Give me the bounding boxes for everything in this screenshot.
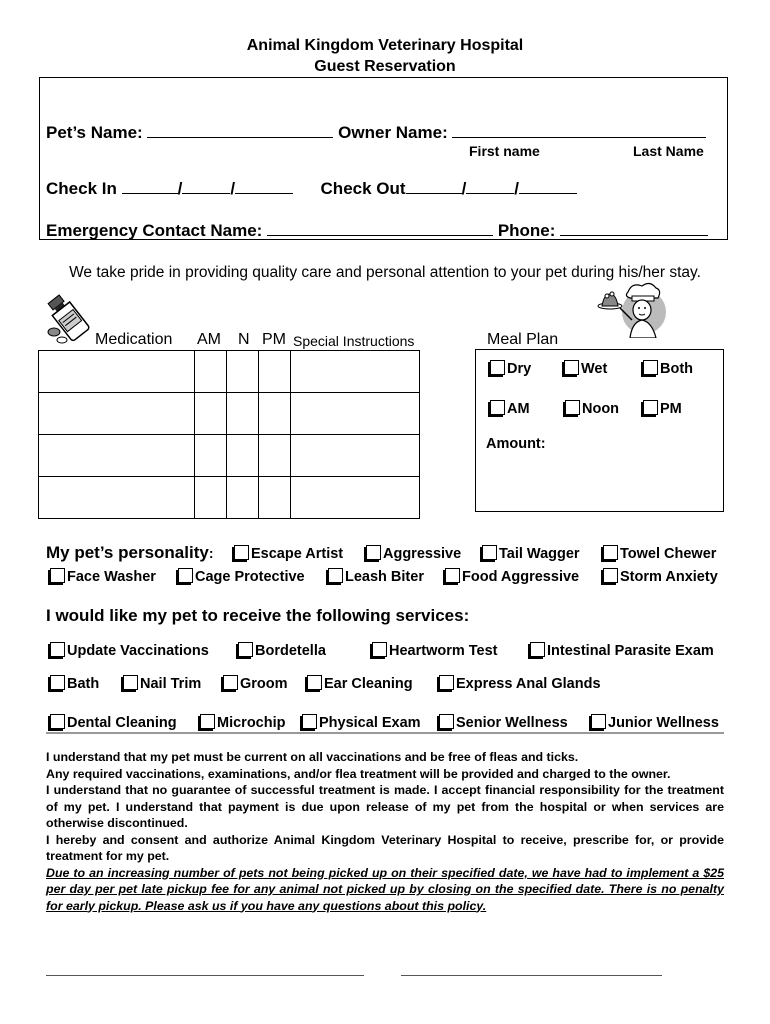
personality-label: My pet’s personality <box>46 543 209 562</box>
pm-cell[interactable] <box>259 435 291 477</box>
meal-plan-title: Meal Plan <box>487 331 559 348</box>
checkbox[interactable] <box>307 675 322 690</box>
service-heartworm-test[interactable]: Heartworm Test <box>372 642 498 659</box>
date-signature-line[interactable] <box>401 975 662 976</box>
service-groom[interactable]: Groom <box>223 675 288 692</box>
terms-vaccinations: I understand that my pet must be current on all vaccinations and be free of fleas and ticks. <box>46 750 579 764</box>
meal-option-both[interactable]: Both <box>643 360 693 377</box>
phone-field[interactable] <box>560 220 708 236</box>
guest-info-box <box>39 77 728 240</box>
chef-icon <box>594 282 666 338</box>
amount-label: Amount: <box>486 436 546 452</box>
medication-header: Medication <box>95 331 173 348</box>
checkbox[interactable] <box>200 714 215 729</box>
pm-cell[interactable] <box>259 477 291 519</box>
checkbox[interactable] <box>50 714 65 729</box>
service-nail-trim[interactable]: Nail Trim <box>123 675 201 692</box>
meal-time-noon[interactable]: Noon <box>565 400 619 417</box>
am-header: AM <box>197 331 221 348</box>
checkbox[interactable] <box>366 545 381 560</box>
personality-cage-protective[interactable]: Cage Protective <box>178 568 305 585</box>
personality-food-aggressive[interactable]: Food Aggressive <box>445 568 579 585</box>
noon-cell[interactable] <box>227 351 259 393</box>
emergency-row <box>46 220 708 241</box>
checkbox[interactable] <box>439 675 454 690</box>
page-title: Animal Kingdom Veterinary Hospital <box>246 37 524 54</box>
service-junior-wellness[interactable]: Junior Wellness <box>591 714 719 731</box>
meal-option-wet[interactable]: Wet <box>564 360 607 377</box>
service-express-anal-glands[interactable]: Express Anal Glands <box>439 675 601 692</box>
service-ear-cleaning[interactable]: Ear Cleaning <box>307 675 413 692</box>
first-name-caption: First name <box>469 143 540 159</box>
table-row <box>39 393 420 435</box>
checkbox[interactable] <box>50 642 65 657</box>
pm-cell[interactable] <box>259 351 291 393</box>
special-instructions-header: Special Instructions <box>293 333 415 349</box>
owner-name-label: Owner Name: <box>338 123 448 142</box>
checkbox[interactable] <box>603 568 618 583</box>
medication-cell[interactable] <box>39 477 195 519</box>
am-cell[interactable] <box>195 477 227 519</box>
checkbox[interactable] <box>603 545 618 560</box>
table-row <box>39 351 420 393</box>
checkbox[interactable] <box>490 360 505 375</box>
phone-label: Phone: <box>497 221 556 240</box>
terms-authorization: I hereby and consent and authorize Animal Kingdom Veterinary Hospital to receive, prescribe for, or provide treatment for my pet. <box>46 832 724 863</box>
terms-text <box>46 749 724 914</box>
personality-escape-artist[interactable]: Escape Artist <box>234 545 343 562</box>
emergency-contact-label: Emergency Contact Name: <box>46 221 263 240</box>
noon-cell[interactable] <box>227 477 259 519</box>
check-dates-row: Check In / / Check Out / / <box>46 178 577 199</box>
am-cell[interactable] <box>195 351 227 393</box>
personality-storm-anxiety[interactable]: Storm Anxiety <box>603 568 718 585</box>
checkbox[interactable] <box>328 568 343 583</box>
medication-table <box>38 350 420 519</box>
medication-bottle-icon <box>44 292 94 346</box>
page-subtitle: Guest Reservation <box>314 58 456 75</box>
instructions-cell[interactable] <box>291 477 420 519</box>
service-update-vaccinations[interactable]: Update Vaccinations <box>50 642 209 659</box>
check-out-label: Check Out <box>320 179 406 198</box>
medication-cell[interactable] <box>39 435 195 477</box>
checkbox[interactable] <box>482 545 497 560</box>
noon-cell[interactable] <box>227 393 259 435</box>
personality-aggressive[interactable]: Aggressive <box>366 545 461 562</box>
checkbox[interactable] <box>565 400 580 415</box>
table-row <box>39 435 420 477</box>
service-dental-cleaning[interactable]: Dental Cleaning <box>50 714 177 731</box>
pm-header: PM <box>262 331 286 348</box>
checkbox[interactable] <box>178 568 193 583</box>
check-in-day-field[interactable] <box>182 178 230 194</box>
pets-name-label: Pet’s Name: <box>46 123 143 142</box>
table-row <box>39 477 420 519</box>
checkbox[interactable] <box>238 642 253 657</box>
checkbox[interactable] <box>530 642 545 657</box>
checkbox[interactable] <box>223 675 238 690</box>
check-out-month-field[interactable] <box>406 178 462 194</box>
check-in-year-field[interactable] <box>235 178 293 194</box>
am-cell[interactable] <box>195 435 227 477</box>
noon-cell[interactable] <box>227 435 259 477</box>
service-bordetella[interactable]: Bordetella <box>238 642 326 659</box>
checkbox[interactable] <box>439 714 454 729</box>
pm-cell[interactable] <box>259 393 291 435</box>
checkbox[interactable] <box>234 545 249 560</box>
pets-name-row <box>46 122 706 143</box>
meal-time-pm[interactable]: PM <box>643 400 682 417</box>
check-out-year-field[interactable] <box>519 178 577 194</box>
checkbox[interactable] <box>643 400 658 415</box>
checkbox[interactable] <box>302 714 317 729</box>
checkbox[interactable] <box>591 714 606 729</box>
checkbox[interactable] <box>50 675 65 690</box>
section-divider <box>46 732 724 734</box>
service-microchip[interactable]: Microchip <box>200 714 285 731</box>
last-name-caption: Last Name <box>633 143 704 159</box>
pets-name-field[interactable] <box>147 122 333 138</box>
am-cell[interactable] <box>195 393 227 435</box>
service-intestinal-parasite-exam[interactable]: Intestinal Parasite Exam <box>530 642 714 659</box>
meal-option-dry[interactable]: Dry <box>490 360 531 377</box>
services-heading: I would like my pet to receive the following services: <box>46 606 470 625</box>
terms-responsibility: I understand that no guarantee of successful treatment is made. I accept financial responsibility for the treatment of my pet. I understand that payment is due upon release of my pet from the hospital or when services are otherwise discontinued. <box>46 783 724 830</box>
personality-label-wrap <box>46 543 213 563</box>
personality-face-washer[interactable]: Face Washer <box>50 568 156 585</box>
meal-time-am[interactable]: AM <box>490 400 530 417</box>
owner-name-field[interactable] <box>452 122 706 138</box>
check-in-month-field[interactable] <box>122 178 178 194</box>
checkbox[interactable] <box>372 642 387 657</box>
personality-leash-biter[interactable]: Leash Biter <box>328 568 424 585</box>
checkbox[interactable] <box>445 568 460 583</box>
personality-tail-wagger[interactable]: Tail Wagger <box>482 545 580 562</box>
owner-signature-line[interactable] <box>46 975 364 976</box>
checkbox[interactable] <box>643 360 658 375</box>
service-physical-exam[interactable]: Physical Exam <box>302 714 421 731</box>
service-senior-wellness[interactable]: Senior Wellness <box>439 714 568 731</box>
noon-header: N <box>238 331 250 348</box>
checkbox[interactable] <box>123 675 138 690</box>
terms-charges: Any required vaccinations, examinations, and/or flea treatment will be provided and charged to the owner. <box>46 766 671 781</box>
check-in-label: Check In <box>46 179 117 198</box>
personality-colon: : <box>208 545 214 561</box>
instructions-cell[interactable] <box>291 351 420 393</box>
personality-towel-chewer[interactable]: Towel Chewer <box>603 545 716 562</box>
emergency-contact-field[interactable] <box>267 220 493 236</box>
medication-cell[interactable] <box>39 351 195 393</box>
check-out-day-field[interactable] <box>466 178 514 194</box>
checkbox[interactable] <box>50 568 65 583</box>
instructions-cell[interactable] <box>291 435 420 477</box>
checkbox[interactable] <box>564 360 579 375</box>
service-bath[interactable]: Bath <box>50 675 99 692</box>
pride-statement: We take pride in providing quality care and personal attention to your pet during his/her stay. <box>69 264 701 281</box>
checkbox[interactable] <box>490 400 505 415</box>
medication-cell[interactable] <box>39 393 195 435</box>
late-pickup-policy: Due to an increasing number of pets not being picked up on their specified date, we have had to implement a $25 per day per pet late pickup fee for any animal not picked up by closing on the specified date. There is no penalty for early pickup. Please ask us if you have any questions about this policy. <box>46 865 724 913</box>
instructions-cell[interactable] <box>291 393 420 435</box>
